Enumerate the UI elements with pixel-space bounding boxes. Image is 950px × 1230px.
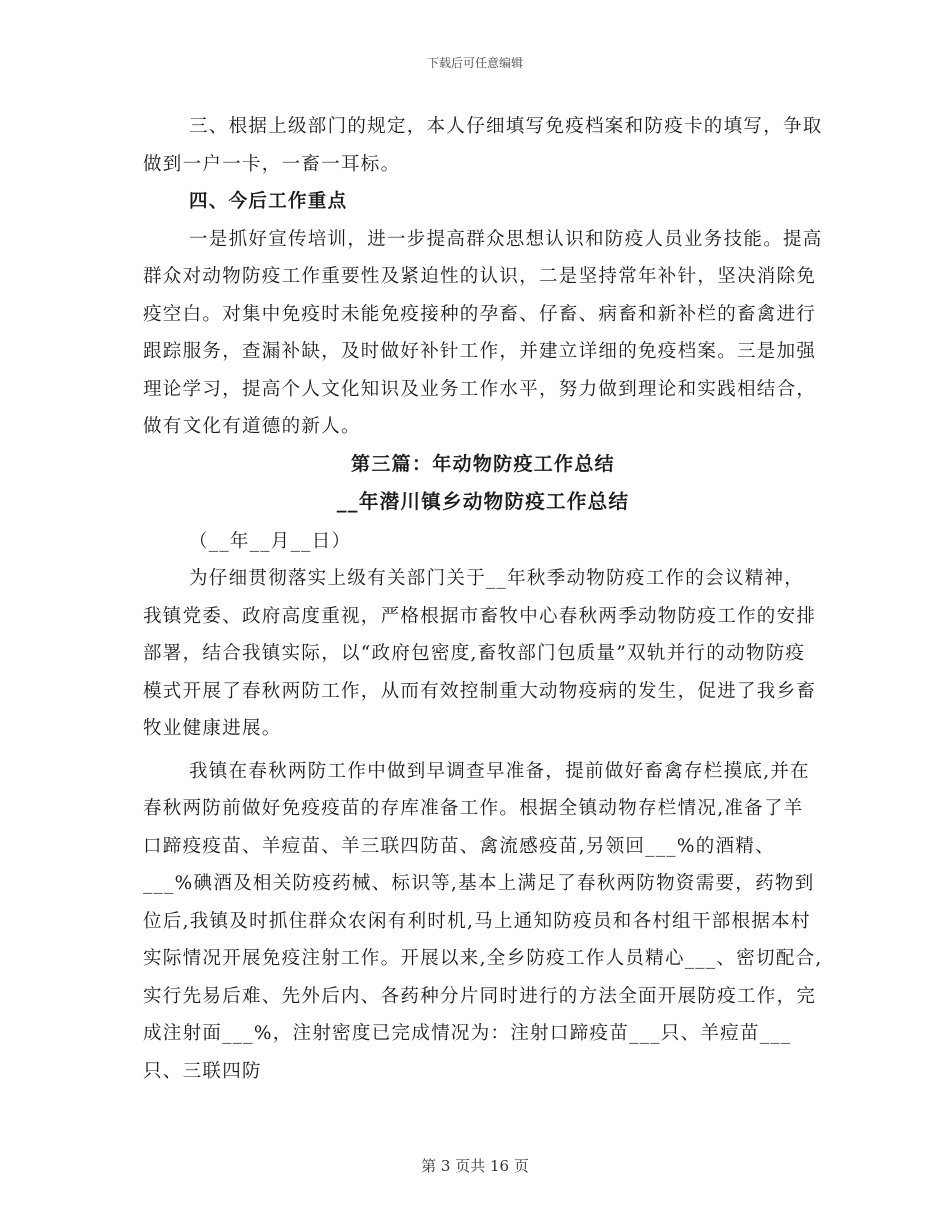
section-title: 第三篇：年动物防疫工作总结 — [351, 452, 615, 475]
section-heading-4: 四、今后工作重点 — [189, 191, 348, 212]
paragraph-3: 三、根据上级部门的规定，本人仔细填写免疫档案和防疫卡的填写，争取做到一户一卡，一畜一耳标。 — [143, 116, 823, 175]
document-title: __年潜川镇乡动物防疫工作总结 — [336, 490, 630, 513]
header-note: 下载后可任意编辑 — [426, 56, 523, 70]
paragraph-intro: 为仔细贯彻落实上级有关部门关于__年秋季动物防疫工作的会议精神，我镇党委、政府高度重视，严格根据市畜牧中心春秋两季动物防疫工作的安排部署，结合我镇实际，以“政府包密度,畜牧部门包质量”双轨并行的动物防疫模式开展了春秋两防工作，从而有效控制重大动物疫病的发生，促进了我乡畜牧业健康进展。 — [143, 568, 817, 739]
date-line: （__年__月__日） — [189, 530, 352, 552]
document-body — [143, 108, 823, 1090]
paragraph-work-focus: 一是抓好宣传培训，进一步提高群众思想认识和防疫人员业务技能。提高群众对动物防疫工作重要性及紧迫性的认识，二是坚持常年补针，坚决消除免疫空白。对集中免疫时未能免疫接种的孕畜、仔畜、病畜和新补栏的畜禽进行跟踪服务，查漏补缺，及时做好补针工作，并建立详细的免疫档案。三是加强理论学习，提高个人文化知识及业务工作水平，努力做到理论和实践相结合，做有文化有道德的新人。 — [143, 228, 823, 437]
page-footer: 第 3 页共 16 页 — [421, 1157, 529, 1175]
paragraph-preparation: 我镇在春秋两防工作中做到早调查早准备，提前做好畜禽存栏摸底,并在春秋两防前做好免疫疫苗的存库准备工作。根据全镇动物存栏情况,准备了羊口蹄疫疫苗、羊痘苗、羊三联四防苗、禽流感疫苗,另领回___%的酒精、___%碘酒及相关防疫药械、标识等,基本上满足了春秋两防物资需要，药物到位后,我镇及时抓住群众农闲有利时机,马上通知防疫员和各村组干部根据本村实际情况开展免疫注射工作。开展以来,全乡防疫工作人员精心___、密切配合,实行先易后难、先外后内、各药种分片同时进行的方法全面开展防疫工作，完成注射面___%，注射密度已完成情况为：注射口蹄疫苗___只、羊痘苗___只、三联四防 — [143, 760, 823, 1082]
